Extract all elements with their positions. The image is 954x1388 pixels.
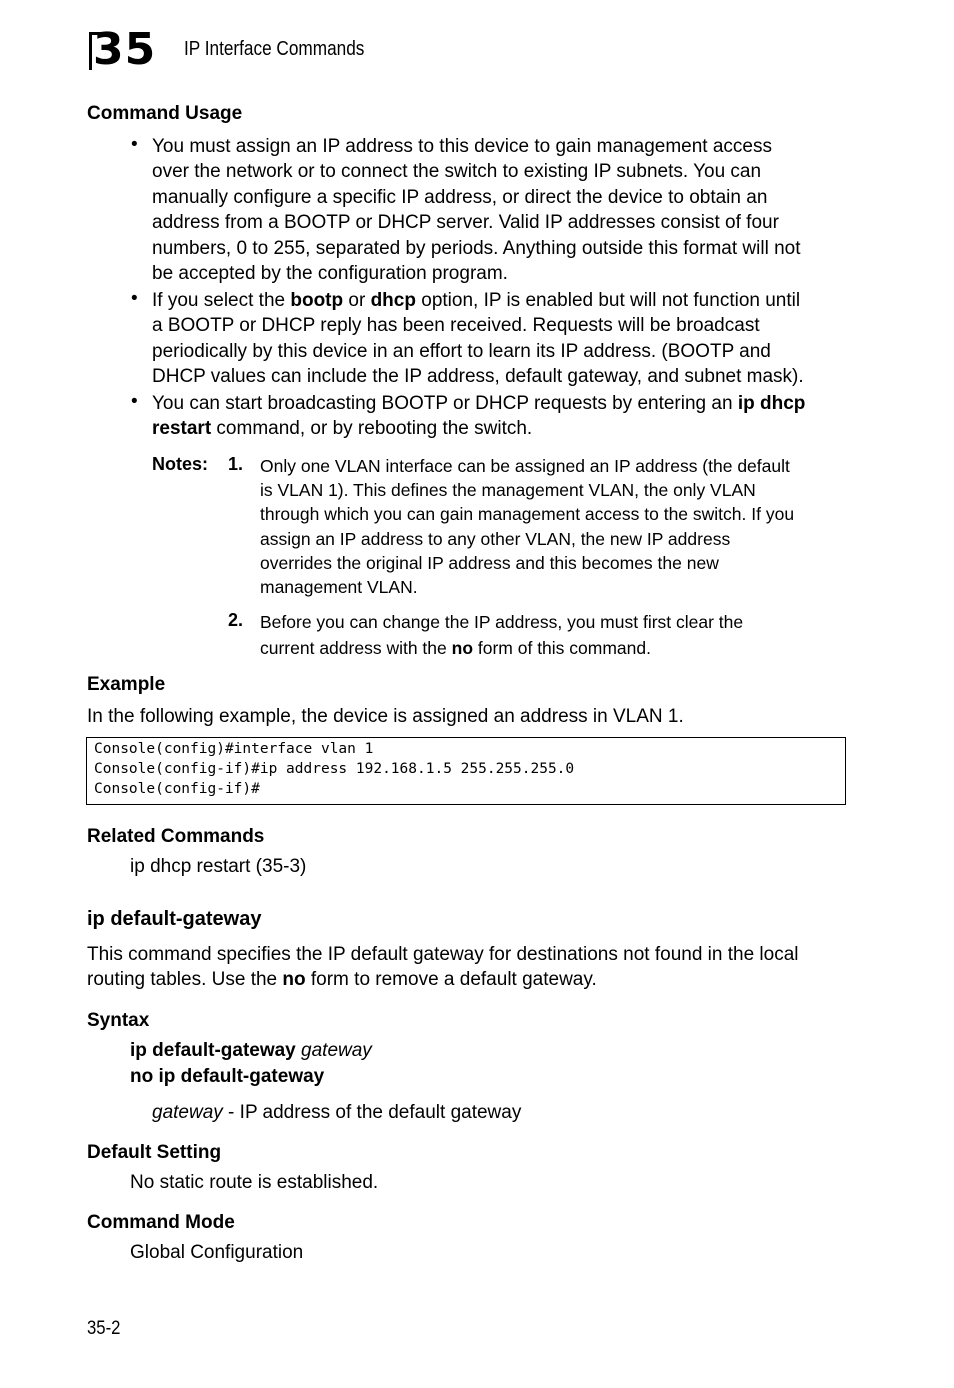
syntax-line <box>130 1064 324 1089</box>
text-run: form of this command. <box>473 637 651 658</box>
related-commands-heading: Related Commands <box>87 826 265 847</box>
bullet-marker: • <box>131 391 138 412</box>
chapter-number: 35 <box>93 24 157 75</box>
syntax-command: ip default-gateway <box>130 1040 296 1061</box>
description-line: This command specifies the IP default gateway for destinations not found in the local <box>87 944 799 965</box>
syntax-command: no ip default-gateway <box>130 1066 325 1087</box>
code-line: Console(config-if)#ip address 192.168.1.5 255.255.255.0 <box>94 761 575 777</box>
keyword-ip-dhcp: ip dhcp <box>737 393 806 414</box>
syntax-line <box>130 1038 372 1063</box>
note-1-line: management VLAN. <box>260 577 418 598</box>
code-line: Console(config-if)# <box>94 781 260 797</box>
note-2-line <box>260 636 860 662</box>
bullet-2-line <box>152 288 852 313</box>
example-heading: Example <box>87 674 166 695</box>
chapter-number-box <box>89 24 165 75</box>
code-line: Console(config)#interface vlan 1 <box>94 741 374 757</box>
example-intro: In the following example, the device is assigned an address in VLAN 1. <box>87 706 684 727</box>
default-setting-text: No static route is established. <box>130 1172 379 1193</box>
note-1-line: is VLAN 1). This defines the management VLAN, the only VLAN <box>260 480 756 501</box>
bullet-marker: • <box>131 288 138 309</box>
note-2-line: Before you can change the IP address, you must first clear the <box>260 612 744 632</box>
page-number: 35-2 <box>87 1318 121 1339</box>
note-number: 2. <box>228 610 244 630</box>
text-run: You can start broadcasting BOOTP or DHCP requests by entering an <box>152 393 738 414</box>
bullet-2-line: DHCP values can include the IP address, default gateway, and subnet mask). <box>152 366 804 388</box>
command-mode-text: Global Configuration <box>130 1242 304 1263</box>
bullet-marker: • <box>131 134 138 155</box>
bullet-2-line: a BOOTP or DHCP reply has been received. Requests will be broadcast <box>152 315 760 337</box>
bullet-1-line: be accepted by the configuration program. <box>152 263 508 285</box>
parameter-description <box>152 1100 521 1125</box>
text-run: or <box>343 290 371 311</box>
bullet-1-line: numbers, 0 to 255, separated by periods. Anything outside this format will not <box>152 237 801 259</box>
related-command-link: ip dhcp restart (35-3) <box>130 856 307 877</box>
bullet-1-line: address from a BOOTP or DHCP server. Valid IP addresses consist of four <box>152 212 779 234</box>
text-run: routing tables. Use the <box>87 969 283 991</box>
bullet-3 <box>152 391 852 442</box>
notes-label: Notes: <box>152 454 209 474</box>
command-usage-heading: Command Usage <box>87 103 243 124</box>
bullet-1-line: manually configure a specific IP address, or direct the device to obtain an <box>152 186 768 208</box>
chapter-title: IP Interface Commands <box>184 38 365 60</box>
text-run: - IP address of the default gateway <box>222 1102 522 1123</box>
note-1-line: overrides the original IP address and this becomes the new <box>260 552 719 573</box>
chapter-bracket <box>89 32 92 70</box>
text-run: option, IP is enabled but will not function until <box>415 290 801 311</box>
note-1 <box>260 454 860 599</box>
bullet-1-line: You must assign an IP address to this device to gain management access <box>152 136 772 157</box>
keyword-restart: restart <box>152 418 212 440</box>
syntax-heading: Syntax <box>87 1010 150 1031</box>
default-setting-heading: Default Setting <box>87 1142 222 1163</box>
bullet-2 <box>152 288 852 390</box>
bullet-1 <box>152 134 852 286</box>
keyword-no: no <box>451 637 474 658</box>
bullet-3-line <box>152 391 852 416</box>
command-mode-heading: Command Mode <box>87 1212 235 1233</box>
note-1-line: assign an IP address to any other VLAN, the new IP address <box>260 528 731 549</box>
note-1-line: through which you can gain management access to the switch. If you <box>260 504 795 525</box>
description-line <box>87 967 887 992</box>
text-run: command, or by rebooting the switch. <box>211 418 533 440</box>
keyword-dhcp: dhcp <box>370 290 416 311</box>
syntax-parameter: gateway <box>301 1040 372 1061</box>
note-number: 1. <box>228 454 244 474</box>
keyword-bootp: bootp <box>290 290 344 311</box>
text-run: current address with the <box>260 637 452 658</box>
bullet-3-line <box>152 416 852 441</box>
bullet-1-line: over the network or to connect the switch to existing IP subnets. You can <box>152 161 762 183</box>
gateway-description <box>87 942 887 993</box>
section-title: ip default-gateway <box>87 908 262 930</box>
keyword-no: no <box>282 969 306 991</box>
text-run: If you select the <box>152 290 291 311</box>
parameter-name: gateway <box>152 1102 223 1123</box>
note-1-line: Only one VLAN interface can be assigned an IP address (the default <box>260 456 790 476</box>
note-2 <box>260 610 860 661</box>
text-run: form to remove a default gateway. <box>305 969 597 991</box>
code-example-box <box>86 737 846 805</box>
bullet-2-line: periodically by this device in an effort to learn its IP address. (BOOTP and <box>152 340 771 362</box>
